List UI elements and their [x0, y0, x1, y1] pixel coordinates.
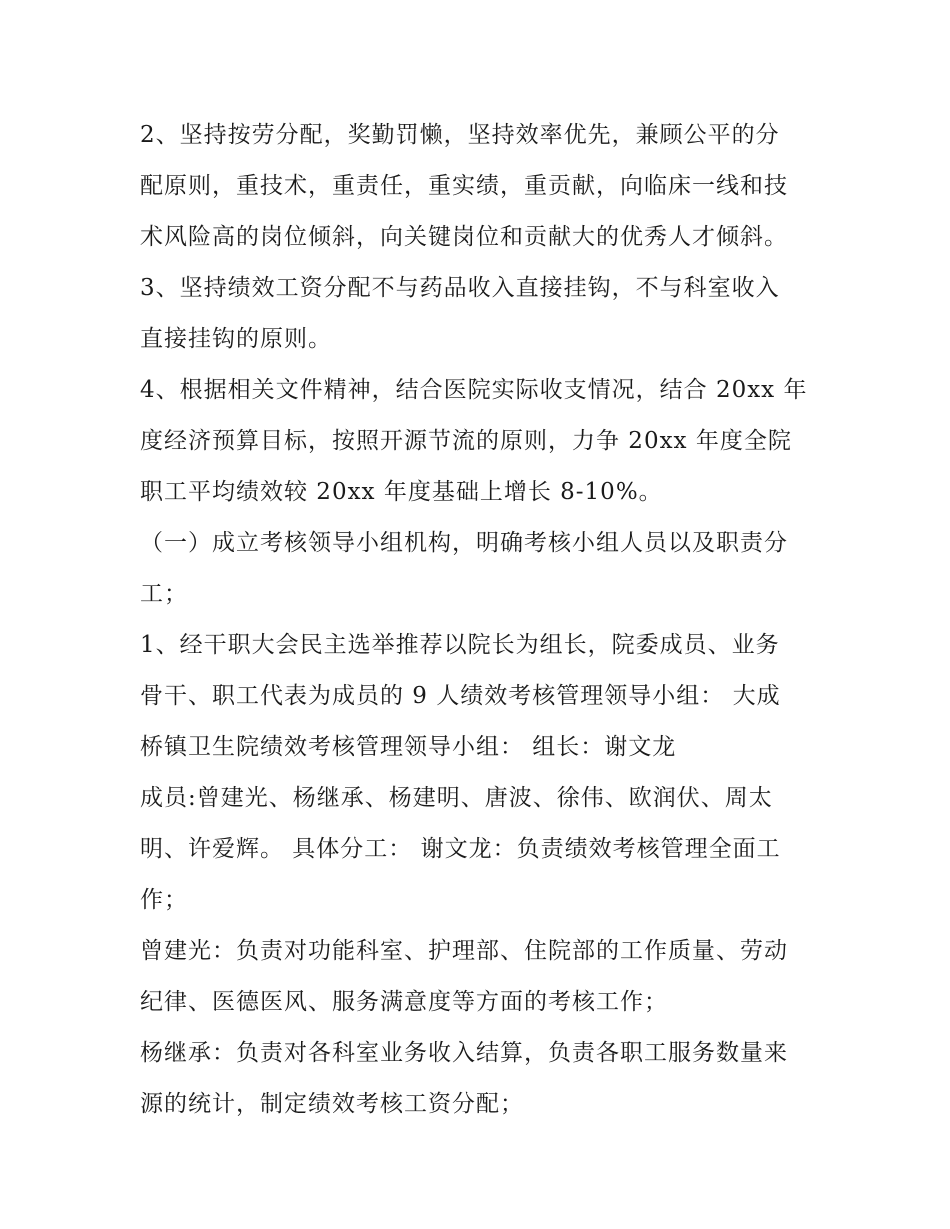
text-line: 4、根据相关文件精神，结合医院实际收支情况，结合 20xx 年 — [140, 377, 808, 403]
text-line: 骨干、职工代表为成员的 9 人绩效考核管理领导小组： 大成 — [140, 683, 781, 709]
text-line: （一）成立考核领导小组机构，明确考核小组人员以及职责分 — [140, 530, 788, 556]
text-line: 配原则，重技术，重责任，重实绩，重贡献，向临床一线和技 — [140, 173, 788, 199]
text-line: 作； — [140, 887, 188, 913]
text-line: 度经济预算目标，按照开源节流的原则，力争 20xx 年度全院 — [140, 428, 792, 454]
text-line: 1、经干职大会民主选举推荐以院长为组长，院委成员、业务 — [140, 632, 780, 658]
text-line: 2、坚持按劳分配，奖勤罚懒，坚持效率优先，兼顾公平的分 — [140, 122, 780, 148]
text-line: 成员:曾建光、杨继承、杨建明、唐波、徐伟、欧润伏、周太 — [140, 785, 773, 811]
text-line: 桥镇卫生院绩效考核管理领导小组： 组长：谢文龙 — [140, 734, 677, 760]
text-line: 源的统计，制定绩效考核工资分配； — [140, 1091, 524, 1117]
text-line: 曾建光：负责对功能科室、护理部、住院部的工作质量、劳动 — [140, 938, 788, 964]
text-line: 术风险高的岗位倾斜，向关键岗位和贡献大的优秀人才倾斜。 — [140, 224, 788, 250]
text-line: 杨继承：负责对各科室业务收入结算，负责各职工服务数量来 — [140, 1040, 788, 1066]
text-line: 直接挂钩的原则。 — [140, 326, 332, 352]
document-body — [140, 110, 820, 1130]
text-line: 纪律、医德医风、服务满意度等方面的考核工作； — [140, 989, 668, 1015]
text-line: 职工平均绩效较 20xx 年度基础上增长 8-10%。 — [140, 479, 663, 505]
text-line: 明、许爱辉。 具体分工： 谢文龙：负责绩效考核管理全面工 — [140, 836, 781, 862]
text-line: 工； — [140, 581, 188, 607]
text-line: 3、坚持绩效工资分配不与药品收入直接挂钩，不与科室收入 — [140, 275, 780, 301]
